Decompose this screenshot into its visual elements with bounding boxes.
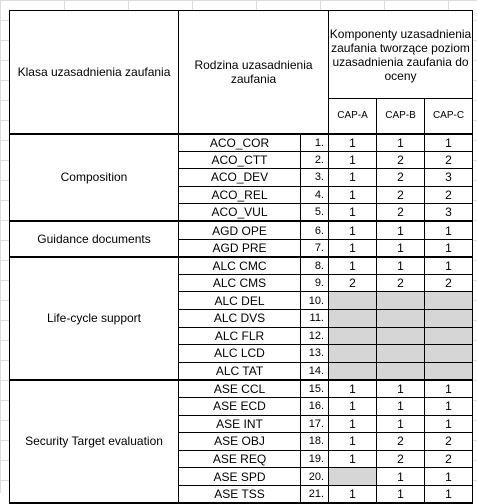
level-value-cell[interactable] <box>329 362 377 380</box>
row-number-cell[interactable]: 5. <box>301 204 329 222</box>
level-value-cell[interactable]: 1 <box>329 239 377 257</box>
header-level-cap-a[interactable]: CAP-A <box>329 99 377 134</box>
level-value-cell[interactable]: 1 <box>329 415 377 433</box>
level-value-cell[interactable]: 1 <box>377 397 425 415</box>
level-value-cell[interactable] <box>329 345 377 363</box>
level-value-cell[interactable] <box>329 468 377 486</box>
row-number-cell[interactable]: 18. <box>301 433 329 451</box>
family-cell[interactable]: ALC CMC <box>179 257 301 275</box>
level-value-cell[interactable]: 1 <box>377 239 425 257</box>
family-cell[interactable]: ALC FLR <box>179 327 301 345</box>
level-value-cell[interactable]: 1 <box>377 468 425 486</box>
level-value-cell[interactable] <box>377 309 425 327</box>
level-value-cell[interactable]: 1 <box>425 221 473 239</box>
row-number-cell[interactable]: 11. <box>301 309 329 327</box>
family-cell[interactable]: ACO_VUL <box>179 204 301 222</box>
row-number-cell[interactable]: 15. <box>301 380 329 398</box>
level-value-cell[interactable] <box>425 327 473 345</box>
level-value-cell[interactable] <box>377 327 425 345</box>
level-value-cell[interactable]: 3 <box>425 169 473 187</box>
family-cell[interactable]: ACO_REL <box>179 186 301 204</box>
table-row <box>10 221 473 239</box>
level-value-cell[interactable]: 2 <box>377 274 425 292</box>
level-value-cell[interactable] <box>329 327 377 345</box>
family-cell[interactable]: ALC LCD <box>179 345 301 363</box>
row-number-cell[interactable]: 1. <box>301 134 329 152</box>
level-value-cell[interactable]: 1 <box>329 186 377 204</box>
level-value-cell[interactable]: 1 <box>329 134 377 152</box>
level-value-cell[interactable]: 2 <box>377 450 425 468</box>
family-cell[interactable]: ASE TSS <box>179 485 301 503</box>
row-number-cell[interactable]: 13. <box>301 345 329 363</box>
family-cell[interactable]: ASE REQ <box>179 450 301 468</box>
family-cell[interactable]: ASE OBJ <box>179 433 301 451</box>
level-value-cell[interactable]: 1 <box>329 221 377 239</box>
level-value-cell[interactable]: 1 <box>425 415 473 433</box>
row-number-cell[interactable]: 2. <box>301 151 329 169</box>
class-name-cell[interactable]: Guidance documents <box>10 221 179 256</box>
level-value-cell[interactable]: 1 <box>329 257 377 275</box>
level-value-cell[interactable] <box>425 345 473 363</box>
table-row <box>10 134 473 152</box>
level-value-cell[interactable]: 2 <box>377 169 425 187</box>
level-value-cell[interactable]: 2 <box>377 151 425 169</box>
family-cell[interactable]: ASE ECD <box>179 397 301 415</box>
level-value-cell[interactable]: 1 <box>329 380 377 398</box>
level-value-cell[interactable]: 1 <box>329 485 377 503</box>
level-value-cell[interactable]: 2 <box>377 186 425 204</box>
row-number-cell[interactable]: 9. <box>301 274 329 292</box>
level-value-cell[interactable]: 2 <box>425 450 473 468</box>
level-value-cell[interactable]: 2 <box>377 204 425 222</box>
row-number-cell[interactable]: 7. <box>301 239 329 257</box>
level-value-cell[interactable]: 1 <box>425 134 473 152</box>
level-value-cell[interactable]: 2 <box>425 433 473 451</box>
level-value-cell[interactable]: 1 <box>329 151 377 169</box>
level-value-cell[interactable] <box>329 292 377 310</box>
family-cell[interactable]: ACO_COR <box>179 134 301 152</box>
level-value-cell[interactable]: 1 <box>425 485 473 503</box>
row-number-cell[interactable]: 4. <box>301 186 329 204</box>
family-cell[interactable]: ASE SPD <box>179 468 301 486</box>
level-value-cell[interactable]: 1 <box>425 257 473 275</box>
level-value-cell[interactable]: 1 <box>329 433 377 451</box>
level-value-cell[interactable]: 1 <box>425 397 473 415</box>
level-value-cell[interactable]: 1 <box>329 450 377 468</box>
level-value-cell[interactable]: 1 <box>329 204 377 222</box>
level-value-cell[interactable] <box>377 345 425 363</box>
header-family-col[interactable]: Rodzina uzasadnienia zaufania <box>179 11 329 134</box>
family-cell[interactable]: ALC DVS <box>179 309 301 327</box>
level-value-cell[interactable]: 3 <box>425 204 473 222</box>
level-value-cell[interactable]: 1 <box>425 239 473 257</box>
level-value-cell[interactable]: 2 <box>377 433 425 451</box>
family-cell[interactable]: ALC DEL <box>179 292 301 310</box>
level-value-cell[interactable]: 1 <box>425 380 473 398</box>
family-cell[interactable]: ALC TAT <box>179 362 301 380</box>
header-components-col[interactable]: Komponenty uzasadnienia zaufania tworzące poziom uzasadnienia zaufania do oceny <box>329 11 473 99</box>
header-class-col[interactable]: Klasa uzasadnienia zaufania <box>10 11 179 134</box>
row-number-cell[interactable]: 6. <box>301 221 329 239</box>
level-value-cell[interactable] <box>329 309 377 327</box>
family-cell[interactable]: ASE CCL <box>179 380 301 398</box>
family-cell[interactable]: AGD OPE <box>179 221 301 239</box>
assurance-table <box>9 10 473 504</box>
family-cell[interactable]: AGD PRE <box>179 239 301 257</box>
row-number-cell[interactable]: 21. <box>301 485 329 503</box>
row-number-cell[interactable]: 3. <box>301 169 329 187</box>
level-value-cell[interactable]: 1 <box>329 397 377 415</box>
row-number-cell[interactable]: 16. <box>301 397 329 415</box>
class-name-cell[interactable]: Composition <box>10 134 179 222</box>
level-value-cell[interactable]: 1 <box>425 468 473 486</box>
row-number-cell[interactable]: 8. <box>301 257 329 275</box>
level-value-cell[interactable] <box>425 309 473 327</box>
table-row <box>10 257 473 275</box>
header-level-cap-b[interactable]: CAP-B <box>377 99 425 134</box>
family-cell[interactable]: ACO_CTT <box>179 151 301 169</box>
level-value-cell[interactable]: 2 <box>329 274 377 292</box>
level-value-cell[interactable]: 1 <box>377 257 425 275</box>
family-cell[interactable]: ACO_DEV <box>179 169 301 187</box>
level-value-cell[interactable] <box>425 292 473 310</box>
level-value-cell[interactable] <box>425 362 473 380</box>
level-value-cell[interactable]: 2 <box>425 186 473 204</box>
level-value-cell[interactable]: 1 <box>329 169 377 187</box>
row-number-cell[interactable]: 10. <box>301 292 329 310</box>
row-number-cell[interactable]: 17. <box>301 415 329 433</box>
level-value-cell[interactable]: 1 <box>377 415 425 433</box>
level-value-cell[interactable]: 1 <box>377 134 425 152</box>
level-value-cell[interactable]: 2 <box>425 274 473 292</box>
level-value-cell[interactable]: 1 <box>377 380 425 398</box>
family-cell[interactable]: ALC CMS <box>179 274 301 292</box>
level-value-cell[interactable]: 1 <box>377 221 425 239</box>
level-value-cell[interactable] <box>377 362 425 380</box>
row-number-cell[interactable]: 14. <box>301 362 329 380</box>
level-value-cell[interactable]: 1 <box>377 485 425 503</box>
table-row <box>10 380 473 398</box>
level-value-cell[interactable]: 2 <box>425 151 473 169</box>
family-cell[interactable]: ASE INT <box>179 415 301 433</box>
row-number-cell[interactable]: 19. <box>301 450 329 468</box>
row-number-cell[interactable]: 20. <box>301 468 329 486</box>
assurance-table-body <box>10 11 473 503</box>
level-value-cell[interactable] <box>377 292 425 310</box>
row-number-cell[interactable]: 12. <box>301 327 329 345</box>
class-name-cell[interactable]: Life-cycle support <box>10 257 179 380</box>
header-level-cap-c[interactable]: CAP-C <box>425 99 473 134</box>
class-name-cell[interactable]: Security Target evaluation <box>10 380 179 503</box>
